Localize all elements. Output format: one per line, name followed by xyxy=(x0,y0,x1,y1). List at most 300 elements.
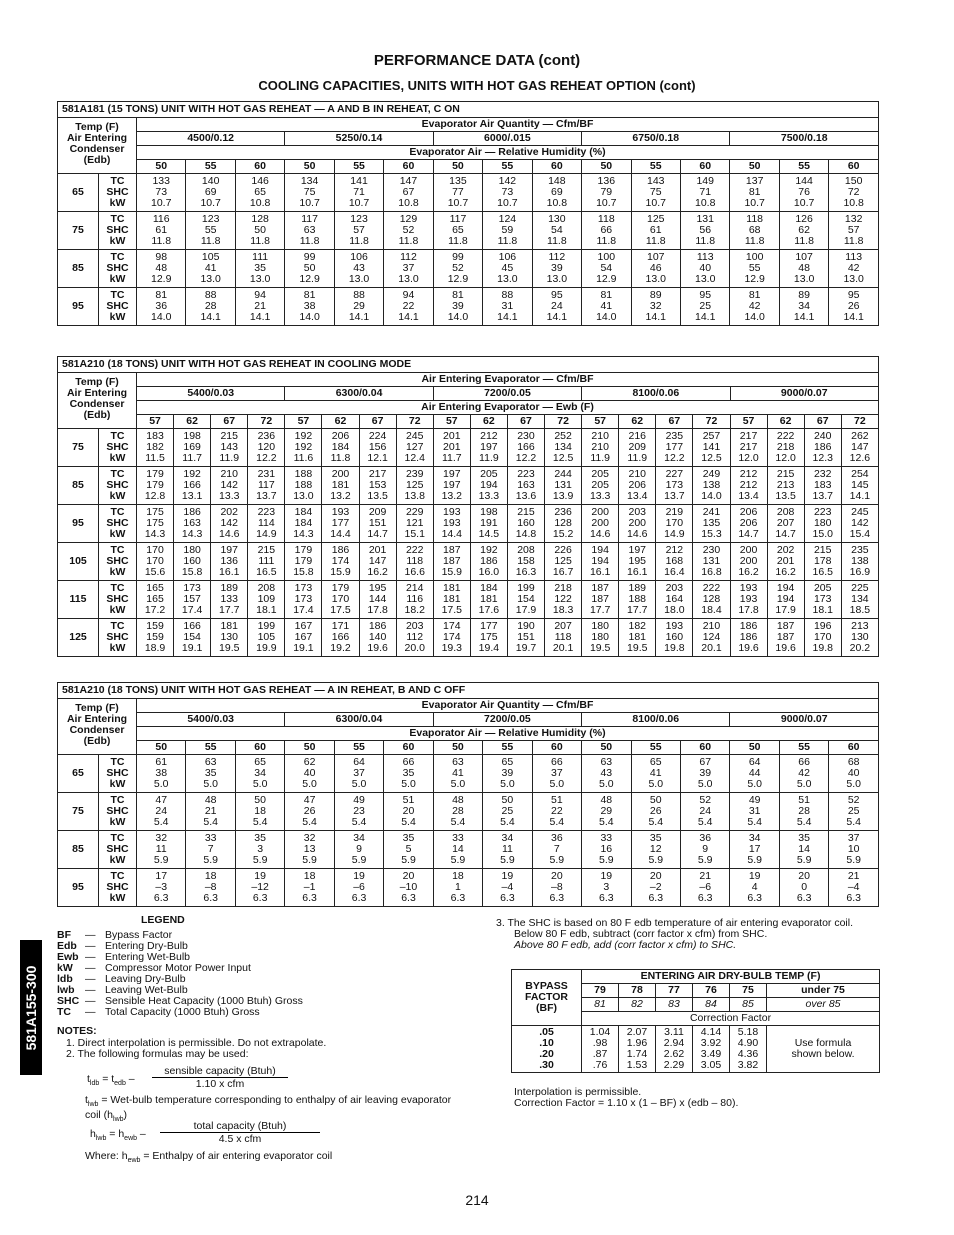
cell-value: 134 xyxy=(300,175,319,187)
value-cell xyxy=(384,831,433,869)
cell-value: 33 xyxy=(204,832,217,844)
legend-abbr: TC xyxy=(57,1006,71,1018)
cell-value: 16.0 xyxy=(478,566,500,578)
value-cell xyxy=(507,429,544,467)
legend-text: Entering Dry-Bulb xyxy=(105,940,188,952)
cell-value: 128 xyxy=(702,593,721,605)
cell-value: 224 xyxy=(368,430,387,442)
cell-value: 14.1 xyxy=(694,311,716,323)
cell-value: 19.5 xyxy=(627,642,648,654)
cell-value: 177 xyxy=(665,441,684,453)
value-cell xyxy=(137,212,186,250)
cell-value: 63 xyxy=(204,756,217,768)
value-cell xyxy=(285,212,334,250)
value-cell xyxy=(137,543,174,581)
cell-value: 19 xyxy=(748,870,761,882)
cell-value: 14.1 xyxy=(398,311,419,323)
cell-value: 95 xyxy=(847,289,860,301)
value-cell xyxy=(779,831,828,869)
cell-value: 11.7 xyxy=(441,452,462,464)
subcol-label: 55 xyxy=(334,160,383,174)
cell-value: 111 xyxy=(252,251,269,263)
subcol-label: 67 xyxy=(211,415,248,429)
cell-value: –10 xyxy=(399,881,418,893)
subcol-label: 55 xyxy=(631,160,680,174)
cell-value: 174 xyxy=(443,631,461,643)
value-cell xyxy=(779,288,828,326)
subcols-row xyxy=(58,741,879,755)
cell-value: 138 xyxy=(851,555,869,567)
note-3-line2: Below 80 F edb, subtract (corr factor x cfm) from SHC. xyxy=(514,928,768,940)
table-row xyxy=(58,619,879,657)
cell-value: 17.4 xyxy=(181,604,203,616)
cell-value: 134 xyxy=(554,441,572,453)
cell-value: 116 xyxy=(152,213,170,225)
value-cell xyxy=(359,467,396,505)
cell-value: 192 xyxy=(183,468,201,480)
table-row xyxy=(58,212,879,250)
cell-value: 61 xyxy=(649,224,662,236)
cell-value: 140 xyxy=(201,175,220,187)
cell-value: 18.3 xyxy=(552,604,574,616)
cell-value: 13.0 xyxy=(793,273,815,285)
cell-value: 142 xyxy=(220,479,238,491)
cell-value: 11.8 xyxy=(794,235,814,247)
subcol-label: 62 xyxy=(767,415,804,429)
cell-value: 181 xyxy=(628,631,647,643)
value-cell xyxy=(804,467,841,505)
cell-value: 37 xyxy=(353,767,365,779)
subcol-label: 55 xyxy=(631,741,680,755)
cell-value: 193 xyxy=(331,506,350,518)
value-cell xyxy=(285,793,334,831)
cell-value: 64 xyxy=(748,756,761,768)
cell-value: 55 xyxy=(748,262,761,274)
cell-value: 166 xyxy=(517,441,535,453)
group-label: 8100/0.06 xyxy=(582,713,730,727)
value-cell xyxy=(384,250,433,288)
cell-value: 133 xyxy=(152,175,170,187)
value-cell xyxy=(137,288,186,326)
value-cell xyxy=(545,429,582,467)
cell-value: 188 xyxy=(294,479,313,491)
cell-value: 5.0 xyxy=(796,778,812,790)
value-cell xyxy=(730,869,779,907)
value-cell xyxy=(174,619,211,657)
cell-value: 35 xyxy=(204,767,217,779)
cell-value: 20.0 xyxy=(404,642,425,654)
performance-table-1 xyxy=(57,101,879,326)
note-3 xyxy=(496,918,896,951)
cell-value: 79 xyxy=(600,186,613,198)
cell-value: 218 xyxy=(554,582,572,594)
cell-value: 42 xyxy=(748,300,761,312)
cell-value: 39 xyxy=(452,300,464,312)
cell-value: 65 xyxy=(254,186,266,198)
cell-value: 6.3 xyxy=(747,892,762,904)
cell-value: 67 xyxy=(699,756,712,768)
cell-value: 11.9 xyxy=(590,452,610,464)
cell-value: 156 xyxy=(368,441,387,453)
cell-value: –1 xyxy=(303,881,316,893)
subcol-label: 55 xyxy=(779,741,828,755)
cell-value: 15.9 xyxy=(441,566,463,578)
cell-value: 113 xyxy=(696,251,714,263)
value-cell xyxy=(532,288,581,326)
cell-value: 123 xyxy=(201,213,220,225)
cell-value: 17.7 xyxy=(219,604,240,616)
cell-value: 5.0 xyxy=(450,778,466,790)
cell-value: 19.7 xyxy=(515,642,537,654)
cell-value: 189 xyxy=(628,582,647,594)
cell-value: 26 xyxy=(847,300,860,312)
value-cell xyxy=(730,755,779,793)
cell-value: 19.4 xyxy=(478,642,500,654)
table-row xyxy=(58,831,879,869)
cell-value: 166 xyxy=(183,479,201,491)
value-cell xyxy=(322,467,359,505)
cell-value: 75 xyxy=(303,186,316,198)
cell-value: 151 xyxy=(368,517,387,529)
cell-value: 41 xyxy=(600,300,613,312)
corr-temp: 79 xyxy=(582,984,619,998)
cell-value: 6.3 xyxy=(351,892,367,904)
where-label: Where: h xyxy=(85,1150,128,1162)
cell-value: 202 xyxy=(776,544,795,556)
value-cell xyxy=(322,619,359,657)
cell-value: 215 xyxy=(813,544,832,556)
value-cell xyxy=(137,581,174,619)
cell-value: 15.2 xyxy=(552,528,574,540)
cell-value: 67 xyxy=(402,186,415,198)
legend-text: Sensible Heat Capacity (1000 Btuh) Gross xyxy=(105,995,303,1007)
legend-dash: — xyxy=(85,1006,96,1018)
row-labels: TC SHC kW xyxy=(99,869,137,907)
cell-value: 170 xyxy=(146,544,164,556)
cell-value: 112 xyxy=(548,251,566,263)
formula-lwb: $t_{lwb}$ = Wet-bulb temperature corresponding to enthalpy of air leaving evaporator coil $(h_{lwb})$ xyxy=(85,1094,452,1124)
cell-value: 10.7 xyxy=(348,197,370,209)
value-cell xyxy=(507,505,544,543)
cell-value: 73 xyxy=(501,186,514,198)
cell-value: 51 xyxy=(798,794,810,806)
value-cell xyxy=(582,212,631,250)
value-cell xyxy=(174,505,211,543)
cell-value: 128 xyxy=(554,517,572,529)
cell-value: 16.6 xyxy=(404,566,425,578)
formula-ldb: $t_{ldb} = t_{edb}$ – xyxy=(87,1073,135,1088)
value-cell xyxy=(545,543,582,581)
cell-value: 29 xyxy=(600,805,613,817)
cell-value: 193 xyxy=(665,620,684,632)
subcols-row xyxy=(58,160,879,174)
table-caption-row xyxy=(58,357,879,373)
value-cell xyxy=(433,619,470,657)
cell-value: 198 xyxy=(480,506,498,518)
cell-value: 144 xyxy=(368,593,387,605)
value-cell xyxy=(186,288,235,326)
cell-value: 15.0 xyxy=(812,528,833,540)
formula-where: Where: $h_{ewb}$ = Enthalpy of air entering evaporator coil xyxy=(85,1150,333,1165)
cell-value: 25 xyxy=(699,300,712,312)
value-cell xyxy=(235,174,284,212)
cell-value: 88 xyxy=(204,289,217,301)
subcol-label: 55 xyxy=(483,741,532,755)
cell-value: 33 xyxy=(452,832,464,844)
value-cell xyxy=(186,869,235,907)
group-label: 7500/0.18 xyxy=(730,132,879,146)
cell-value: 19 xyxy=(254,870,266,882)
value-cell xyxy=(248,619,285,657)
value-cell xyxy=(779,250,828,288)
cell-value: 188 xyxy=(628,593,647,605)
cell-value: 174 xyxy=(331,555,350,567)
value-cell xyxy=(680,869,729,907)
table-row xyxy=(58,869,879,907)
cell-value: 109 xyxy=(257,593,276,605)
value-cell xyxy=(359,429,396,467)
value-cell xyxy=(137,619,174,657)
table-row xyxy=(58,543,879,581)
cell-value: 123 xyxy=(350,213,368,225)
cell-value: 205 xyxy=(813,582,832,594)
cell-value: 17.5 xyxy=(441,604,463,616)
cell-value: 12.3 xyxy=(812,452,833,464)
cell-value: 11.6 xyxy=(293,452,314,464)
cell-value: –2 xyxy=(649,881,662,893)
cell-value: 35 xyxy=(402,767,415,779)
subcol-label: 55 xyxy=(334,741,383,755)
cell-value: 147 xyxy=(399,175,418,187)
cell-value: 17 xyxy=(748,843,761,855)
subcol-label: 60 xyxy=(384,741,433,755)
cell-value: 118 xyxy=(554,631,572,643)
value-cell xyxy=(841,543,878,581)
cell-value: 160 xyxy=(517,517,535,529)
value-cell xyxy=(433,212,482,250)
cell-value: 207 xyxy=(776,517,795,529)
formula-hlwb-fraction xyxy=(160,1120,320,1145)
value-cell xyxy=(384,174,433,212)
cell-value: 125 xyxy=(646,213,665,225)
cell-value: 14.1 xyxy=(348,311,370,323)
value-cell xyxy=(656,505,693,543)
row-labels: TC SHC kW xyxy=(99,581,137,619)
cell-value: 5.9 xyxy=(648,854,664,866)
cell-value: 5.9 xyxy=(203,854,218,866)
cell-value: 186 xyxy=(331,544,350,556)
value-cell xyxy=(532,869,581,907)
value-cell xyxy=(137,429,174,467)
value-cell xyxy=(470,429,507,467)
cell-value: 11.5 xyxy=(145,452,165,464)
group-header: Air Entering Evaporator — Cfm/BF xyxy=(137,373,879,387)
value-cell xyxy=(631,869,680,907)
cell-value: 13.4 xyxy=(627,490,648,502)
cell-value: 40 xyxy=(303,767,316,779)
subcol-label: 50 xyxy=(730,741,779,755)
cell-value: 46 xyxy=(649,262,662,274)
cell-value: 6.3 xyxy=(500,892,515,904)
cell-value: 0 xyxy=(801,881,808,893)
cell-value: 35 xyxy=(254,262,266,274)
cell-value: 130 xyxy=(548,213,566,225)
value-cell xyxy=(730,429,767,467)
subcol-label: 55 xyxy=(779,160,828,174)
temp-cell: 65 xyxy=(58,755,99,793)
value-cell xyxy=(396,543,433,581)
cell-value: 210 xyxy=(591,430,609,442)
cell-value: 154 xyxy=(517,593,535,605)
cell-value: 66 xyxy=(551,756,563,768)
cell-value: 14 xyxy=(798,843,810,855)
value-cell xyxy=(137,831,186,869)
page-subtitle: COOLING CAPACITIES, UNITS WITH HOT GAS REHEAT OPTION (cont) xyxy=(258,78,696,93)
value-cell xyxy=(174,429,211,467)
cell-value: 55 xyxy=(204,224,217,236)
cell-value: 65 xyxy=(649,756,662,768)
value-cell xyxy=(285,543,322,581)
cell-value: 17 xyxy=(155,870,168,882)
cell-value: 14.1 xyxy=(249,311,271,323)
cell-value: 14.0 xyxy=(701,490,722,502)
cell-value: 15.3 xyxy=(701,528,722,540)
cell-value: 175 xyxy=(480,631,498,643)
cell-value: 100 xyxy=(745,251,764,263)
cell-value: 28 xyxy=(452,805,464,817)
cell-value: 63 xyxy=(303,224,316,236)
cell-value: 11.8 xyxy=(330,452,351,464)
cell-value: 13.7 xyxy=(812,490,833,502)
cell-value: 75 xyxy=(649,186,662,198)
formula-ldb-eq: = t xyxy=(102,1073,115,1085)
value-cell xyxy=(693,619,730,657)
value-cell xyxy=(730,288,779,326)
cell-value: 61 xyxy=(155,224,168,236)
subcol-label: 55 xyxy=(483,160,532,174)
table-row xyxy=(58,467,879,505)
cell-value: 210 xyxy=(702,620,721,632)
value-cell xyxy=(137,755,186,793)
cell-value: 26 xyxy=(649,805,662,817)
cell-value: 235 xyxy=(851,544,869,556)
cell-value: 28 xyxy=(798,805,810,817)
subcol-label: 60 xyxy=(532,741,581,755)
cell-value: 10.7 xyxy=(299,197,320,209)
cell-value: 81 xyxy=(748,186,761,198)
cell-value: 186 xyxy=(739,631,758,643)
table-caption: 581A181 (15 TONS) UNIT WITH HOT GAS REHEAT — A AND B IN REHEAT, C ON xyxy=(58,102,879,118)
cell-value: 14.1 xyxy=(793,311,815,323)
cell-value: 187 xyxy=(443,555,461,567)
cell-value: 13.0 xyxy=(398,273,419,285)
cell-value: 38 xyxy=(155,767,168,779)
cell-value: 133 xyxy=(220,593,238,605)
bf-values: .05 .10 .20 .30 xyxy=(512,1026,582,1073)
value-cell xyxy=(507,543,544,581)
temp-cell: 105 xyxy=(58,543,99,581)
cell-value: 10.8 xyxy=(249,197,271,209)
cell-value: 180 xyxy=(183,544,201,556)
value-cell xyxy=(433,288,482,326)
cell-value: 174 xyxy=(443,620,461,632)
subcol-label: 60 xyxy=(235,741,284,755)
cell-value: 14.6 xyxy=(219,528,240,540)
cell-value: 10 xyxy=(847,843,860,855)
value-cell xyxy=(359,543,396,581)
cell-value: 32 xyxy=(303,832,316,844)
cell-value: 177 xyxy=(331,517,350,529)
cell-value: 13.1 xyxy=(181,490,203,502)
subcol-label: 60 xyxy=(680,741,729,755)
cell-value: 12.2 xyxy=(664,452,685,464)
subcol-label: 60 xyxy=(680,160,729,174)
cell-value: 117 xyxy=(257,479,275,491)
cell-value: 24 xyxy=(551,300,563,312)
cell-value: 5.9 xyxy=(450,854,466,866)
value-cell xyxy=(322,505,359,543)
cell-value: 257 xyxy=(702,430,721,442)
bf-header: BYPASS FACTOR (BF) xyxy=(512,970,582,1026)
cell-value: 212 xyxy=(665,544,684,556)
cell-value: 14.0 xyxy=(299,311,320,323)
cell-value: 10.7 xyxy=(447,197,469,209)
value-cell xyxy=(582,869,631,907)
cell-value: 50 xyxy=(303,262,316,274)
cell-value: 17.9 xyxy=(515,604,537,616)
value-cell xyxy=(248,505,285,543)
cell-value: 5.0 xyxy=(697,778,713,790)
cell-value: 193 xyxy=(739,582,758,594)
cell-value: 173 xyxy=(294,593,313,605)
cell-value: 223 xyxy=(813,506,832,518)
cell-value: 186 xyxy=(813,441,832,453)
value-cell xyxy=(841,467,878,505)
value-cell xyxy=(235,755,284,793)
cell-value: 200 xyxy=(331,468,350,480)
cell-value: 50 xyxy=(649,794,662,806)
cell-value: 23 xyxy=(353,805,365,817)
value-cell xyxy=(186,174,235,212)
value-cell xyxy=(532,174,581,212)
cell-value: 14.1 xyxy=(849,490,871,502)
cell-value: 21 xyxy=(254,300,266,312)
cell-value: 173 xyxy=(183,582,201,594)
subcol-label: 60 xyxy=(829,741,879,755)
value-cell xyxy=(248,467,285,505)
cell-value: 29 xyxy=(353,300,365,312)
cell-value: 16.1 xyxy=(219,566,240,578)
cell-value: 11.8 xyxy=(200,235,221,247)
cell-value: 210 xyxy=(628,468,647,480)
value-cell xyxy=(730,212,779,250)
cell-value: 212 xyxy=(480,430,498,442)
cell-value: 201 xyxy=(368,544,387,556)
cell-value: 11 xyxy=(501,843,513,855)
value-cell xyxy=(334,755,383,793)
value-cell xyxy=(829,793,879,831)
cell-value: 215 xyxy=(220,430,238,442)
legend-abbr: BF xyxy=(57,929,71,941)
value-cell xyxy=(359,619,396,657)
value-cell xyxy=(619,505,656,543)
cell-value: 20 xyxy=(551,870,563,882)
cell-value: 13.8 xyxy=(404,490,425,502)
value-cell xyxy=(829,831,879,869)
cell-value: 244 xyxy=(554,468,572,480)
cell-value: 41 xyxy=(452,767,464,779)
cell-value: 236 xyxy=(554,506,572,518)
